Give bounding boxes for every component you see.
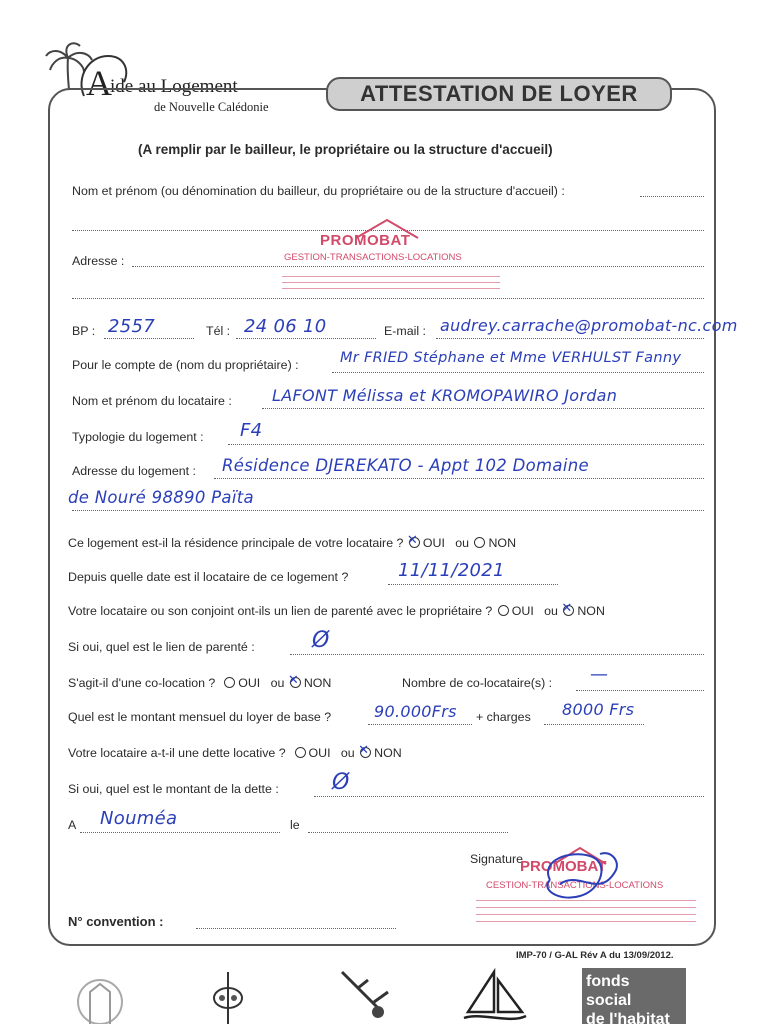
typologie-value: F4 xyxy=(240,420,263,441)
charges-label: + charges xyxy=(476,710,531,724)
residence-ou: ou xyxy=(455,536,470,550)
parente-oui-radio[interactable] xyxy=(498,605,509,616)
sailboat-logo-icon xyxy=(460,968,530,1024)
bp-label: BP : xyxy=(72,324,96,338)
le-label: le xyxy=(290,818,300,832)
adresse-logement-label: Adresse du logement : xyxy=(72,464,196,478)
a-label: A xyxy=(68,818,77,832)
dette-non-label: NON xyxy=(374,746,402,760)
province-nord-logo-icon xyxy=(198,968,258,1024)
fsh-line-3: de l'habitat xyxy=(586,1011,670,1024)
convention-label: N° convention : xyxy=(68,914,164,929)
dette-oui-radio[interactable] xyxy=(295,747,306,758)
coloc-non-label: NON xyxy=(303,676,332,690)
promobat-stamp xyxy=(282,218,522,302)
depuis-field[interactable] xyxy=(388,584,558,585)
montant-field[interactable] xyxy=(368,724,472,725)
province-sud-logo-icon xyxy=(70,968,130,1024)
signature-label: Signature xyxy=(470,852,524,866)
dette-ou: ou xyxy=(340,746,355,760)
compte-value: Mr FRIED Stéphane et Mme VERHULST Fanny xyxy=(340,350,682,366)
dette-montant-label: Si oui, quel est le montant de la dette : xyxy=(68,782,279,796)
nb-coloc-label: Nombre de co-locataire(s) : xyxy=(402,676,553,690)
dette-non-radio[interactable] xyxy=(360,747,371,758)
typologie-field[interactable] xyxy=(228,444,704,445)
parente-question-text: Votre locataire ou son conjoint ont-ils un lien de parenté avec le propriétaire ? xyxy=(68,604,493,618)
coloc-oui-radio[interactable] xyxy=(224,677,235,688)
coloc-question xyxy=(68,676,331,690)
nom-label: Nom et prénom (ou dénomination du bailleur, du propriétaire ou de la structure d'accueil) : xyxy=(72,184,565,198)
bp-field[interactable] xyxy=(104,338,194,339)
dette-question xyxy=(68,746,402,760)
a-field[interactable] xyxy=(80,832,280,833)
adresse-field-line2[interactable] xyxy=(72,298,704,299)
dette-montant-value: Ø xyxy=(332,770,350,795)
parente-oui-label: OUI xyxy=(511,604,534,618)
coloc-oui-label: OUI xyxy=(238,676,261,690)
nb-coloc-field[interactable] xyxy=(576,690,704,691)
parente-question xyxy=(68,604,605,618)
coloc-non-radio[interactable] xyxy=(290,677,301,688)
residence-oui-radio[interactable] xyxy=(409,537,420,548)
fsh-line-2: social xyxy=(586,992,632,1009)
adresse-logement-value-1: Résidence DJEREKATO - Appt 102 Domaine xyxy=(222,456,589,475)
residence-non-radio[interactable] xyxy=(474,537,485,548)
instructions: (A remplir par le bailleur, le propriétaire ou la structure d'accueil) xyxy=(138,142,553,157)
tel-value: 24 06 10 xyxy=(244,316,327,337)
compte-field[interactable] xyxy=(332,372,704,373)
logo-name: ide au Logement xyxy=(110,76,238,97)
adresse-logement-field[interactable] xyxy=(214,478,704,479)
adresse-label: Adresse : xyxy=(72,254,125,268)
dette-question-text: Votre locataire a-t-il une dette locative ? xyxy=(68,746,286,760)
nb-coloc-value: — xyxy=(590,664,609,685)
le-field[interactable] xyxy=(308,832,508,833)
adresse-logement-field-2[interactable] xyxy=(72,510,704,511)
residence-question-text: Ce logement est-il la résidence principale de votre locataire ? xyxy=(68,536,404,550)
lien-value: Ø xyxy=(312,628,330,653)
montant-label: Quel est le montant mensuel du loyer de base ? xyxy=(68,710,332,724)
adresse-logement-value-2: de Nouré 98890 Païta xyxy=(68,488,254,507)
fonds-social-habitat-logo xyxy=(582,968,686,1024)
coloc-question-text: S'agit-il d'une co-location ? xyxy=(68,676,216,690)
locataire-label: Nom et prénom du locataire : xyxy=(72,394,232,408)
coloc-ou: ou xyxy=(270,676,285,690)
email-label: E-mail : xyxy=(384,324,426,338)
logo-initial: A xyxy=(86,63,112,103)
residence-question xyxy=(68,536,516,550)
stamp-subtitle-2: CESTION-TRANSACTIONS-LOCATIONS xyxy=(486,880,664,891)
stamp-name-2: PROMOBAT xyxy=(520,858,607,875)
charges-value: 8000 Frs xyxy=(562,700,635,719)
tel-label: Tél : xyxy=(206,324,231,338)
convention-field[interactable] xyxy=(196,928,396,929)
fsh-line-1: fonds xyxy=(586,973,630,990)
typologie-label: Typologie du logement : xyxy=(72,430,204,444)
dette-oui-label: OUI xyxy=(308,746,331,760)
residence-non-label: NON xyxy=(488,536,517,550)
depuis-label: Depuis quelle date est il locataire de ce logement ? xyxy=(68,570,349,584)
a-value: Nouméa xyxy=(100,808,178,829)
form-reference: IMP-70 / G-AL Rév A du 13/09/2012. xyxy=(516,950,674,961)
lien-label: Si oui, quel est le lien de parenté : xyxy=(68,640,255,654)
parente-ou: ou xyxy=(544,604,558,618)
nom-field[interactable] xyxy=(640,196,704,197)
depuis-value: 11/11/2021 xyxy=(398,560,505,581)
parente-non-radio[interactable] xyxy=(563,605,574,616)
compte-label: Pour le compte de (nom du propriétaire) : xyxy=(72,358,299,372)
adresse-field[interactable] xyxy=(132,266,704,267)
page-title: ATTESTATION DE LOYER xyxy=(326,77,672,111)
locataire-field[interactable] xyxy=(262,408,704,409)
charges-field[interactable] xyxy=(544,724,644,725)
handwritten-signature xyxy=(520,840,640,910)
bp-value: 2557 xyxy=(108,316,156,337)
lien-field[interactable] xyxy=(290,654,704,655)
stamp-subtitle: GESTION-TRANSACTIONS-LOCATIONS xyxy=(284,252,462,263)
email-value: audrey.carrache@promobat-nc.com xyxy=(440,316,738,335)
locataire-value: LAFONT Mélissa et KROMOPAWIRO Jordan xyxy=(272,386,618,405)
logo-subname: de Nouvelle Calédonie xyxy=(154,100,269,114)
dette-montant-field[interactable] xyxy=(314,796,704,797)
iles-loyaute-logo-icon xyxy=(338,968,418,1024)
stamp-name: PROMOBAT xyxy=(320,232,411,249)
email-field[interactable] xyxy=(436,338,704,339)
parente-non-label: NON xyxy=(577,604,605,618)
tel-field[interactable] xyxy=(236,338,376,339)
residence-oui-label: OUI xyxy=(422,536,445,550)
montant-value: 90.000Frs xyxy=(374,702,457,721)
